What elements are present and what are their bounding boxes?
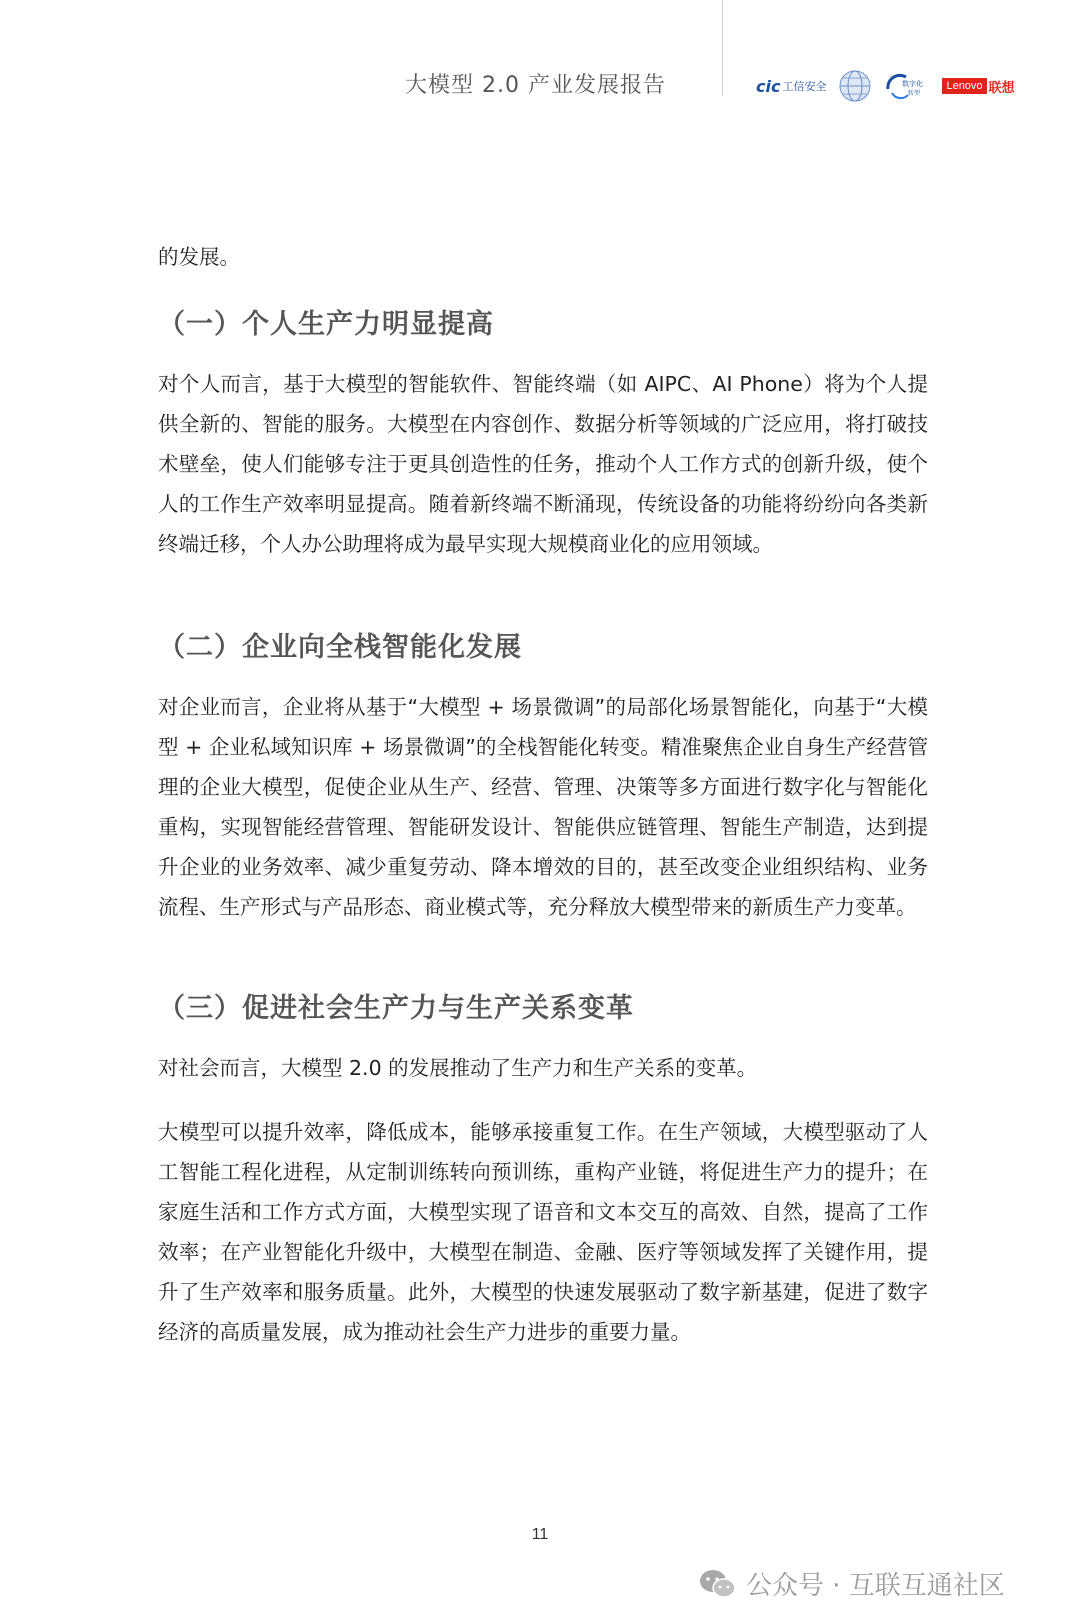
lenovo-logo (942, 77, 1014, 96)
wechat-icon (698, 1567, 738, 1601)
watermark-text: 公众号 · 互联互通社区 (746, 1571, 1005, 1601)
header-divider (722, 0, 723, 96)
section3-paragraph1: 对社会而言，大模型 2.0 的发展推动了生产力和生产关系的变革。 (158, 1056, 758, 1080)
intro-tail-text: 的发展。 (158, 245, 240, 269)
section1-heading: （一）个人生产力明显提高 (158, 309, 494, 340)
section2-heading: （二）企业向全栈智能化发展 (158, 632, 522, 663)
cic-logo-sub: 工信安全 (782, 80, 827, 93)
section2-paragraph: 对企业而言，企业将从基于“大模型 + 场景微调”的局部化场景智能化，向基于“大模型 + 企业私域知识库 + 场景微调”的全栈智能化转变。精准聚焦企业自身生产经营管理的企业大模型，促使企业从生产、经营、管理、决策等多方面进行数字化与智能化重构，实现智能经营管理、智能研发设计、智能供应链管理、智能生产制造，达到提升企业的业务效率、减少重复劳动、降本增效的目的，甚至改变企业组织结构、业务流程、生产形式与产品形态、商业模式等，充分释放大模型带来的新质生产力变革。 (158, 695, 928, 919)
digital-logo-text: 数字化 (902, 80, 924, 88)
globe-logo-icon (838, 69, 872, 103)
watermark (698, 1565, 1005, 1602)
partner-logos (756, 70, 1015, 102)
section1-paragraph: 对个人而言，基于大模型的智能软件、智能终端（如 AIPC、AI Phone）将为个人提供全新的、智能的服务。大模型在内容创作、数据分析等领域的广泛应用，将打破技术壁垒，使人们能够专注于更具创造性的任务，推动个人工作方式的创新升级，使个人的工作生产效率明显提高。随着新终端不断涌现，传统设备的功能将纷纷向各类新终端迁移，个人办公助理将成为最早实现大规模商业化的应用领域。 (158, 372, 928, 556)
lenovo-logo-en: Lenovo (942, 78, 986, 94)
section3-heading: （三）促进社会生产力与生产关系变革 (158, 993, 634, 1024)
report-title: 大模型 2.0 产业发展报告 (405, 73, 666, 98)
section3-paragraph2: 大模型可以提升效率，降低成本，能够承接重复工作。在生产领域，大模型驱动了人工智能工程化进程，从定制训练转向预训练，重构产业链，将促进生产力的提升；在家庭生活和工作方式方面，大模型实现了语音和文本交互的高效、自然，提高了工作效率；在产业智能化升级中，大模型在制造、金融、医疗等领域发挥了关键作用，提升了生产效率和服务质量。此外，大模型的快速发展驱动了数字新基建，促进了数字经济的高质量发展，成为推动社会生产力进步的重要力量。 (158, 1120, 928, 1344)
page-number: 11 (531, 1526, 549, 1543)
digital-transformation-logo-icon (884, 71, 930, 101)
cic-logo (756, 77, 826, 96)
lenovo-logo-cn: 联想 (988, 80, 1015, 96)
svg-text:转型: 转型 (908, 90, 921, 97)
cic-logo-text: cic (756, 76, 781, 96)
